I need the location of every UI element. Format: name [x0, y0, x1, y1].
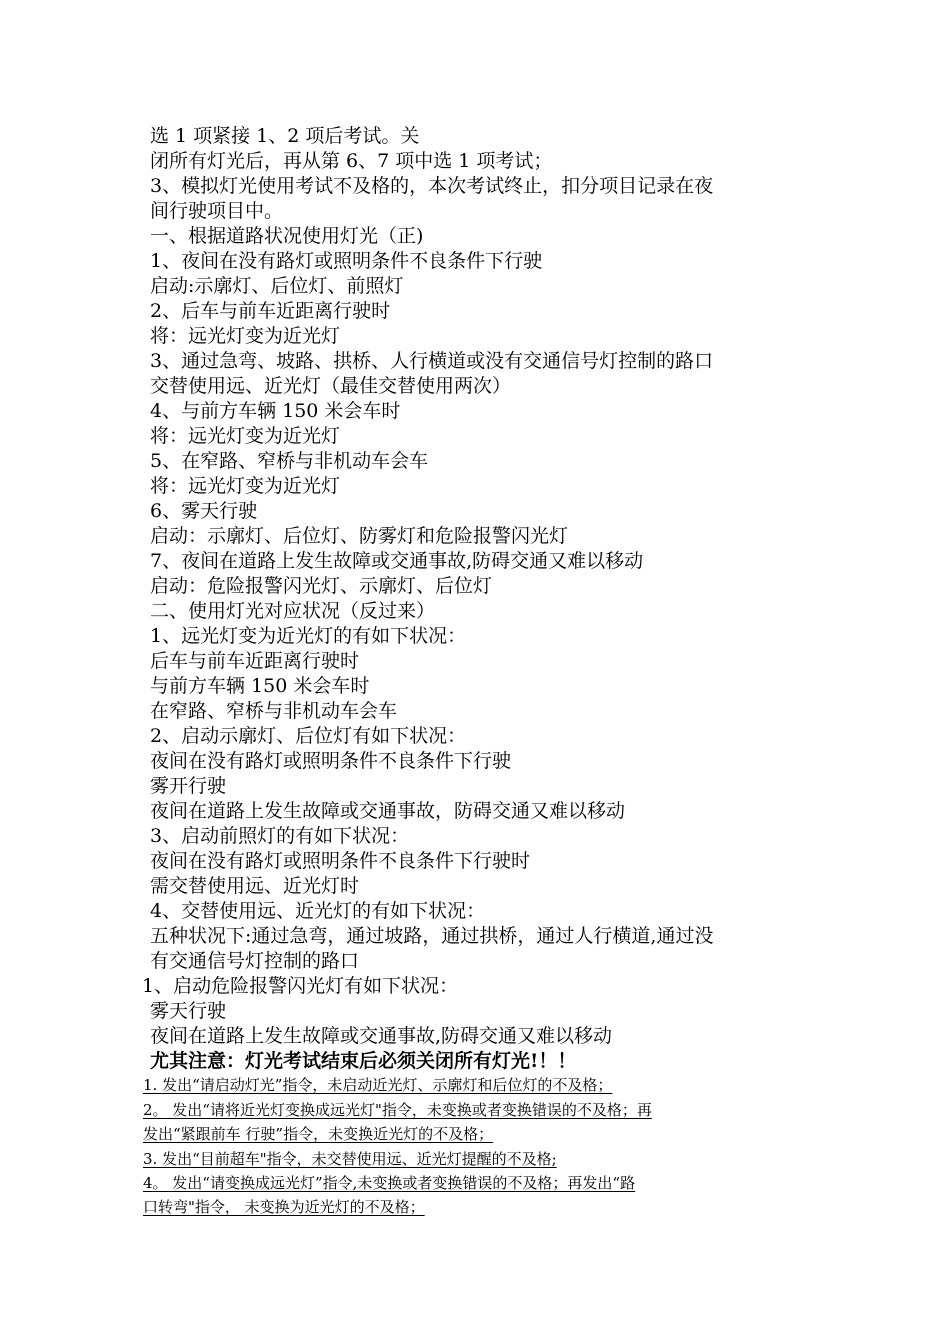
text-line: 启动：示廓灯、后位灯、防雾灯和危险报警闪光灯 — [150, 525, 569, 547]
text-line: 雾开行驶 — [150, 775, 227, 797]
text-line: 3、启动前照灯的有如下状况： — [150, 825, 410, 847]
text-line: 3、模拟灯光使用考试不及格的，本次考试终止，扣分项目记录在夜 — [150, 175, 714, 197]
text-line: 将：远光灯变为近光灯 — [150, 425, 341, 447]
section-heading: 二、使用灯光对应状况（反过来） — [150, 600, 436, 622]
text-line: 启动:示廓灯、后位灯、前照灯 — [150, 275, 404, 297]
text-line: 夜间在道路上发生故障或交通事故，防碍交通又难以移动 — [150, 800, 626, 822]
text-line: 6、雾天行驶 — [150, 500, 258, 522]
text-line: 闭所有灯光后，再从第 6、7 项中选 1 项考试； — [150, 150, 553, 172]
text-line: 夜间在没有路灯或照明条件不良条件下行驶时 — [150, 850, 531, 872]
text-line: 将：远光灯变为近光灯 — [150, 475, 341, 497]
rule-line: 2。 发出“请将近光灯变换成远光灯"指令，未变换或者变换错误的不及格；再 — [143, 1101, 652, 1119]
text-line: 间行驶项目中。 — [150, 200, 284, 222]
text-line: 1、远光灯变为近光灯的有如下状况： — [150, 625, 467, 647]
text-line: 选 1 项紧接 1、2 项后考试。关 — [150, 125, 420, 147]
rule-line: 口转弯"指令， 未变换为近光灯的不及格； — [143, 1198, 425, 1216]
text-line: 5、在窄路、窄桥与非机动车会车 — [150, 450, 429, 472]
text-line: 五种状况下:通过急弯，通过坡路，通过拱桥，通过人行横道,通过没 — [150, 925, 714, 947]
text-line: 4、与前方车辆 150 米会车时 — [150, 400, 401, 422]
text-line: 3、通过急弯、坡路、拱桥、人行横道或没有交通信号灯控制的路口 — [150, 350, 714, 372]
text-line: 夜间在道路上发生故障或交通事故,防碍交通又难以移动 — [150, 1025, 613, 1047]
notice-line: 尤其注意：灯光考试结束后必须关闭所有灯光!！！ — [150, 1050, 577, 1072]
text-line: 后车与前车近距离行驶时 — [150, 650, 360, 672]
rule-line: 1. 发出“请启动灯光”指令，未启动近光灯、示廓灯和后位灯的不及格； — [143, 1076, 613, 1094]
text-line: 有交通信号灯控制的路口 — [150, 950, 360, 972]
text-line: 1、启动危险报警闪光灯有如下状况： — [142, 975, 459, 997]
text-line: 夜间在没有路灯或照明条件不良条件下行驶 — [150, 750, 512, 772]
text-line: 2、后车与前车近距离行驶时 — [150, 300, 391, 322]
text-line: 4、交替使用远、近光灯的有如下状况： — [150, 900, 486, 922]
text-line: 在窄路、窄桥与非机动车会车 — [150, 700, 398, 722]
text-line: 需交替使用远、近光灯时 — [150, 875, 360, 897]
text-line: 雾天行驶 — [150, 1000, 227, 1022]
rule-line: 3. 发出“目前超车"指令，未交替使用远、近光灯提醒的不及格; — [143, 1150, 557, 1168]
text-line: 7、夜间在道路上发生故障或交通事故,防碍交通又难以移动 — [150, 550, 644, 572]
text-line: 将：远光灯变为近光灯 — [150, 325, 341, 347]
text-line: 1、夜间在没有路灯或照明条件不良条件下行驶 — [150, 250, 543, 272]
text-line: 启动：危险报警闪光灯、示廓灯、后位灯 — [150, 575, 493, 597]
rule-line: 发出“紧跟前车 行驶”指令，未变换近光灯的不及格； — [143, 1125, 494, 1143]
rule-line: 4。 发出“请变换成远光灯”指令,未变换或者变换错误的不及格；再发出“路 — [143, 1174, 636, 1192]
text-line: 与前方车辆 150 米会车时 — [150, 675, 370, 697]
text-line: 交替使用远、近光灯（最佳交替使用两次） — [150, 375, 512, 397]
section-heading: 一、根据道路状况使用灯光（正) — [150, 225, 424, 247]
text-line: 2、启动示廓灯、后位灯有如下状况： — [150, 725, 467, 747]
